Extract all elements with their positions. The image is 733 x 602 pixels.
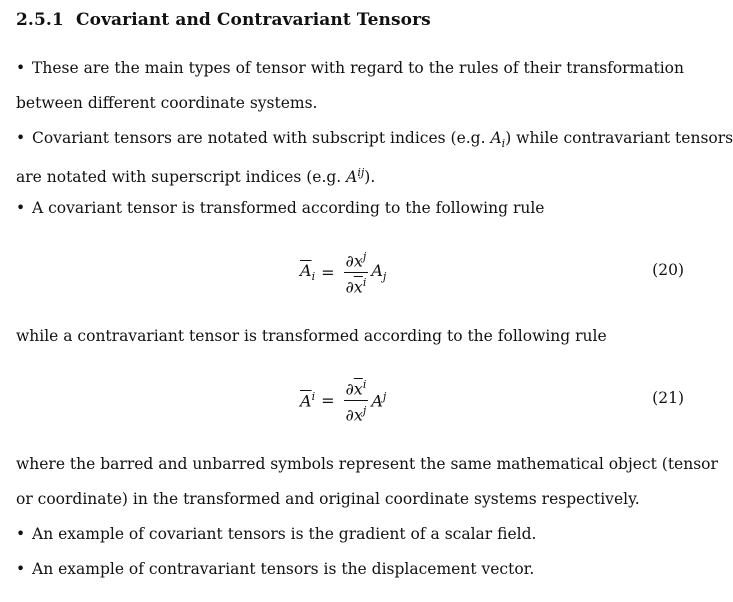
equation-rhs: $A_j$ <box>371 260 387 284</box>
bullet-4 <box>16 524 684 544</box>
equation-number: (20) <box>652 261 684 279</box>
bullet-1-line-1 <box>16 58 684 78</box>
bullet-3-text: A covariant tensor is transformed according to the following rule <box>32 199 545 217</box>
section-heading <box>16 10 431 30</box>
bullet-marker: • <box>16 525 26 543</box>
bullet-2-line-2 <box>16 163 684 187</box>
equation-20 <box>0 244 700 300</box>
fraction <box>344 248 369 296</box>
equals-sign: = <box>321 390 335 410</box>
bullet-marker: • <box>16 129 26 147</box>
mid-paragraph: while a contravariant tensor is transformed according to the following rule <box>16 327 607 345</box>
after-paragraph-line-1: where the barred and unbarred symbols represent the same mathematical object (tensor <box>16 455 718 473</box>
bullet-3-line-1 <box>16 198 684 218</box>
equation-21-formula <box>300 372 386 428</box>
bullet-2-text-b: ) while contravariant tensors <box>505 129 733 147</box>
inline-math-subscript: $A_i$ <box>490 129 506 151</box>
fraction <box>344 376 369 424</box>
bullet-2-line-1 <box>16 128 733 154</box>
equation-lhs: $\overline{A}^i$ <box>300 389 316 411</box>
after-paragraph-line-2: or coordinate) in the transformed and original coordinate systems respectively. <box>16 490 640 508</box>
fraction-denominator: $\partial x^j$ <box>345 403 367 424</box>
bullet-5-text: An example of contravariant tensors is the displacement vector. <box>32 560 535 578</box>
bullet-marker: • <box>16 59 26 77</box>
equals-sign: = <box>321 262 335 282</box>
bullet-2-line-2-text-a: are notated with superscript indices (e.g. <box>16 168 347 187</box>
equation-rhs: $A^j$ <box>371 389 387 411</box>
section-title: Covariant and Contravariant Tensors <box>76 10 431 30</box>
fraction-numerator: $\partial\overline{x}^i$ <box>345 378 367 399</box>
equation-21 <box>0 372 700 428</box>
equation-20-formula <box>300 244 386 300</box>
bullet-2-text-a: Covariant tensors are notated with subscript indices (e.g. <box>32 129 491 147</box>
bullet-5 <box>16 559 684 579</box>
bullet-1-line-2: between different coordinate systems. <box>16 94 318 112</box>
equation-lhs: $\overline{A}_i$ <box>300 260 316 284</box>
section-number: 2.5.1 <box>16 10 64 30</box>
bullet-marker: • <box>16 560 26 578</box>
equation-number: (21) <box>652 389 684 407</box>
inline-math-superscript: $A^{ij}$ <box>346 166 365 187</box>
fraction-numerator: $\partial x^j$ <box>345 250 367 271</box>
bullet-1-text: These are the main types of tensor with regard to the rules of their transformation <box>32 59 684 77</box>
bullet-marker: • <box>16 199 26 217</box>
fraction-denominator: $\partial\overline{x}^i$ <box>345 275 367 296</box>
bullet-4-text: An example of covariant tensors is the gradient of a scalar field. <box>32 525 537 543</box>
bullet-2-line-2-text-b: ). <box>364 168 376 187</box>
